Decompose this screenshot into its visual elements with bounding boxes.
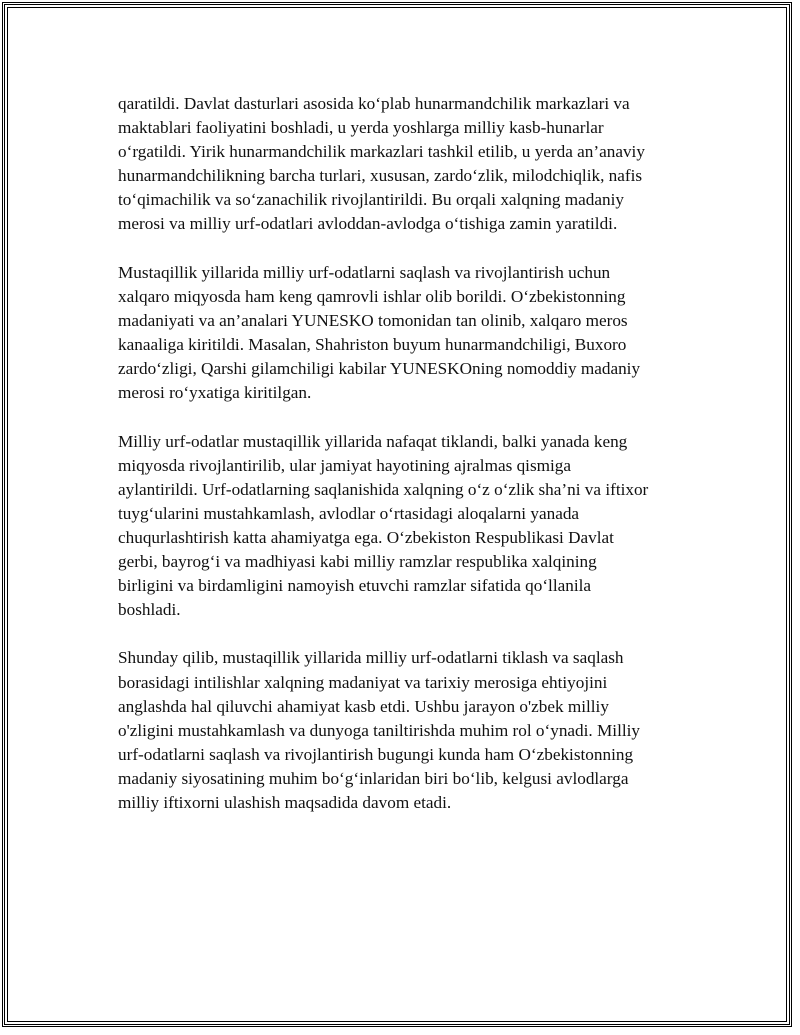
- paragraph-national-symbols: [118, 430, 690, 623]
- paragraph-conclusion: [118, 646, 690, 815]
- text-line: Mustaqillik yillarida milliy urf-odatlarni saqlash va rivojlantirish uchun: [118, 262, 611, 282]
- text-line: qaratildi. Davlat dasturlari asosida ko‘plab hunarmandchilik markazlari va: [118, 94, 630, 113]
- text-line: Milliy urf-odatlar mustaqillik yillarida nafaqat tiklandi, balki yanada keng: [118, 431, 628, 451]
- paragraph-crafts-centers: [118, 92, 690, 237]
- text-line: maktablari faoliyatini boshladi, u yerda yoshlarga milliy kasb-hunarlar: [118, 118, 604, 138]
- text-line: milliy iftixorni ulashish maqsadida davom etadi.: [118, 793, 452, 812]
- text-line: Shunday qilib, mustaqillik yillarida milliy urf-odatlarni tiklash va saqlash: [118, 648, 624, 668]
- text-line: hunarmandchilikning barcha turlari, xususan, zardo‘zlik, milodchiqlik, nafis: [118, 166, 643, 186]
- text-line: miqyosda rivojlantirilib, ular jamiyat hayotining ajralmas qismiga: [118, 455, 571, 475]
- text-line: urf-odatlarni saqlash va rivojlantirish bugungi kunda ham O‘zbekistonning: [118, 744, 634, 764]
- text-line: madaniy siyosatining muhim bo‘g‘inlaridan biri bo‘lib, kelgusi avlodlarga: [118, 768, 629, 788]
- text-line: boshladi.: [118, 600, 181, 620]
- text-line: chuqurlashtirish katta ahamiyatga ega. O‘zbekiston Respublikasi Davlat: [118, 527, 614, 547]
- text-line: aylantirildi. Urf-odatlarning saqlanishida xalqning o‘z o‘zlik sha’ni va iftixor: [118, 479, 649, 499]
- text-line: o'zligini mustahkamlash va dunyoga taniltirishda muhim rol o‘ynadi. Milliy: [118, 720, 640, 740]
- text-line: merosi ro‘yxatiga kiritilgan.: [118, 383, 312, 403]
- text-line: tuyg‘ularini mustahkamlash, avlodlar o‘rtasidagi aloqalarni yanada: [118, 503, 580, 523]
- text-line: borasidagi intilishlar xalqning madaniyat va tarixiy merosiga ehtiyojini: [118, 672, 608, 692]
- text-line: gerbi, bayrog‘i va madhiyasi kabi milliy ramzlar respublika xalqining: [118, 551, 597, 571]
- text-line: anglashda hal qiluvchi ahamiyat kasb etdi. Ushbu jarayon o'zbek milliy: [118, 696, 609, 716]
- text-line: zardo‘zligi, Qarshi gilamchiligi kabilar YUNESKOning nomoddiy madaniy: [118, 359, 641, 379]
- text-line: madaniyati va an’analari YUNESKO tomonidan tan olinib, xalqaro meros: [118, 310, 628, 330]
- text-line: birligini va birdamligini namoyish etuvchi ramzlar sifatida qo‘llanila: [118, 576, 592, 596]
- text-line: xalqaro miqyosda ham keng qamrovli ishlar olib borildi. O‘zbekistonning: [118, 286, 626, 306]
- paragraph-unesco-heritage: [118, 261, 690, 406]
- text-line: o‘rgatildi. Yirik hunarmandchilik markazlari tashkil etilib, u yerda an’anaviy: [118, 142, 645, 162]
- document-body: [118, 92, 690, 815]
- text-line: to‘qimachilik va so‘zanachilik rivojlantirildi. Bu orqali xalqning madaniy: [118, 190, 624, 210]
- text-line: kanaaliga kiritildi. Masalan, Shahriston buyum hunarmandchiligi, Buxoro: [118, 335, 627, 355]
- text-line: merosi va milliy urf-odatlari avloddan-avlodga o‘tishiga zamin yaratildi.: [118, 214, 618, 234]
